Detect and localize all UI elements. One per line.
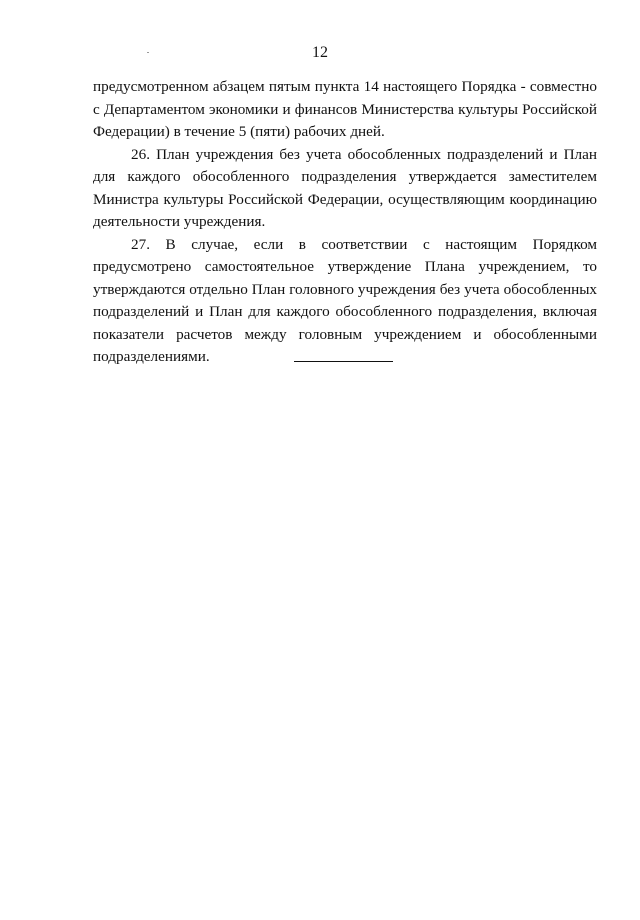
paragraph-item-27: 27. В случае, если в соответствии с настоящим Порядком предусмотрено самостоятельное утверждение Плана учреждением, то утверждаются отдельно План головного учреждения без учета обособленных подразделений и План для каждого обособленного подразделения, включая показатели расчетов между головным учреждением и обособленными подразделениями. [93, 235, 597, 365]
document-body [93, 76, 597, 369]
paragraph-continuation: предусмотренном абзацем пятым пункта 14 настоящего Порядка - совместно с Департаментом экономики и финансов Министерства культуры Российской Федерации) в течение 5 (пяти) рабочих дней. [93, 78, 597, 140]
page-number: 12 [312, 44, 328, 61]
end-of-document-rule [294, 361, 393, 362]
paragraph-item-26: 26. План учреждения без учета обособленных подразделений и План для каждого обособленного подразделения утверждается заместителем Министра культуры Российской Федерации, осуществляющим координацию деятельности учреждения. [93, 145, 597, 230]
